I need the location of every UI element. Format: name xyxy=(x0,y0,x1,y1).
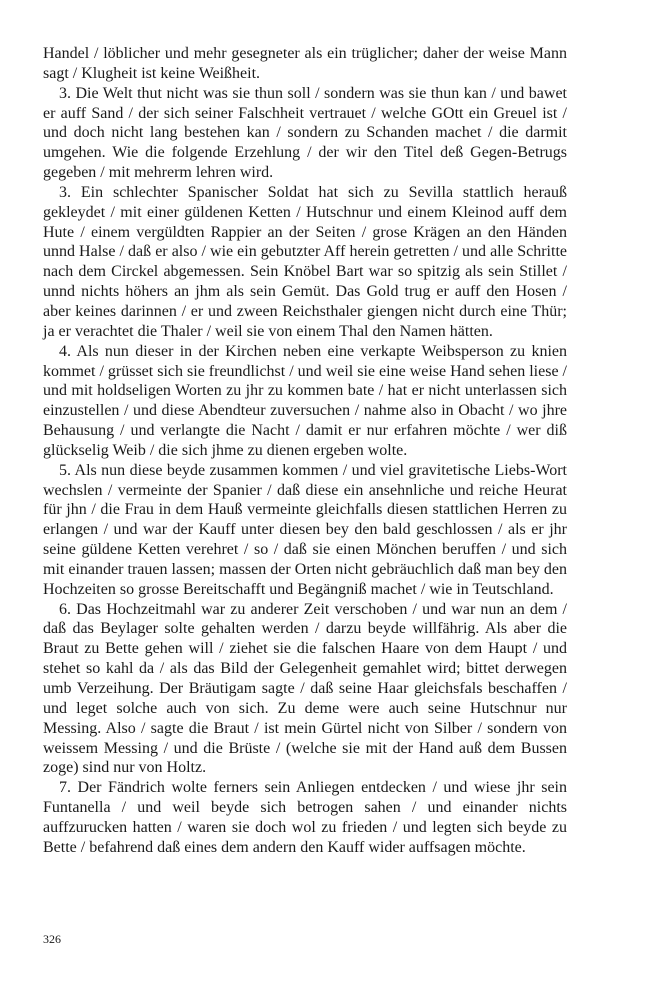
paragraph-continuation: Handel / löblicher und mehr gesegneter als ein trüglicher; daher der weise Mann sagt / Klugheit ist keine Weißheit. xyxy=(43,45,567,82)
page-body xyxy=(43,44,567,858)
paragraph-3a: 3. Die Welt thut nicht was sie thun soll / sondern was sie thun kan / und bawet er auff Sand / der sich seiner Falschheit vertrauet / welche GOtt ein Greuel ist / und doch nicht lang bestehen kan / sondern zu Schanden machet / die darmit umgehen. Wie die folgende Erzehlung / der wir den Titel deß Gegen-Betrugs gegeben / mit mehrerm lehren wird. xyxy=(43,84,567,182)
page-number: 326 xyxy=(43,932,61,946)
paragraph-3b: 3. Ein schlechter Spanischer Soldat hat sich zu Sevilla stattlich herauß gekleydet / mit einer güldenen Ketten / Hutschnur und einem Kleinod auff dem Hute / einem vergüldten Rappier an der Seiten / grose Krägen an den Händen unnd Halse / daß er also / wie ein gebutzter Aff herein getretten / und alle Schritte nach dem Circkel abgemessen. Sein Knöbel Bart war so spitzig als sein Stillet / unnd nichts höhers an jhm als sein Gemüt. Das Gold trug er auff den Hosen / aber keines darinnen / er und zween Reichsthaler giengen nicht durch eine Thür; ja er verachtet die Thaler / weil sie von einem Thal den Namen hätten. xyxy=(43,183,567,340)
paragraph-6: 6. Das Hochzeitmahl war zu anderer Zeit verschoben / und war nun an dem / daß das Beylager solte gehalten werden / darzu beyde willfährig. Als aber die Braut zu Bette gehen will / ziehet sie die falschen Haare von dem Haupt / und stehet so kahl da / als das Bild der Gelegenheit gemahlet wird; bittet derwegen umb Verzeihung. Der Bräutigam sagte / daß seine Haar gleichsfals beschaffen / und leget solche auch von sich. Zu deme were auch seine Hutschnur nur Messing. Also / sagte die Braut / ist mein Gürtel nicht von Silber / sondern von weissem Messing / und die Brüste / (welche sie mit der Hand auß dem Bussen zoge) sind nur von Holtz. xyxy=(43,600,567,777)
paragraph-4: 4. Als nun dieser in der Kirchen neben eine verkapte Weibsperson zu knien kommet / grüsset sich sie freundlichst / und weil sie eine weise Hand sehen liese / und mit holdseligen Worten zu jhr zu kommen bate / hat er nicht unterlassen sich einzustellen / und diese Abendteur zuversuchen / nahme also in Obacht / wo jhre Behausung / und verlangte die Nacht / damit er nur erfahren möchte / wer diß glückselig Weib / die sich jhme zu dienen ergeben wolte. xyxy=(43,342,567,459)
paragraph-5: 5. Als nun diese beyde zusammen kommen / und viel gravitetische Liebs-Wort wechslen / vermeinte der Spanier / daß diese ein ansehnliche und reiche Heurat für jhn / die Frau in dem Hauß vermeinte gleichfalls diesen stattlichen Herren zu erlangen / und war der Kauff unter diesen bey den bald geschlossen / als er jhr seine güldene Ketten verehret / so / daß sie einen Mönchen beruffen / und sich mit einander trauen lassen; massen der Orten nicht gebräuchlich daß man bey den Hochzeiten so grosse Bereitschafft und Begängniß machet / wie in Teutschland. xyxy=(43,461,567,598)
paragraph-7: 7. Der Fändrich wolte ferners sein Anliegen entdecken / und wiese jhr sein Funtanella / und weil beyde sich betrogen sahen / und einander nichts auffzurucken hatten / waren sie doch wol zu frieden / und legten sich beyde zu Bette / befahrend daß eines dem andern den Kauff wider auffsagen möchte. xyxy=(43,779,567,856)
